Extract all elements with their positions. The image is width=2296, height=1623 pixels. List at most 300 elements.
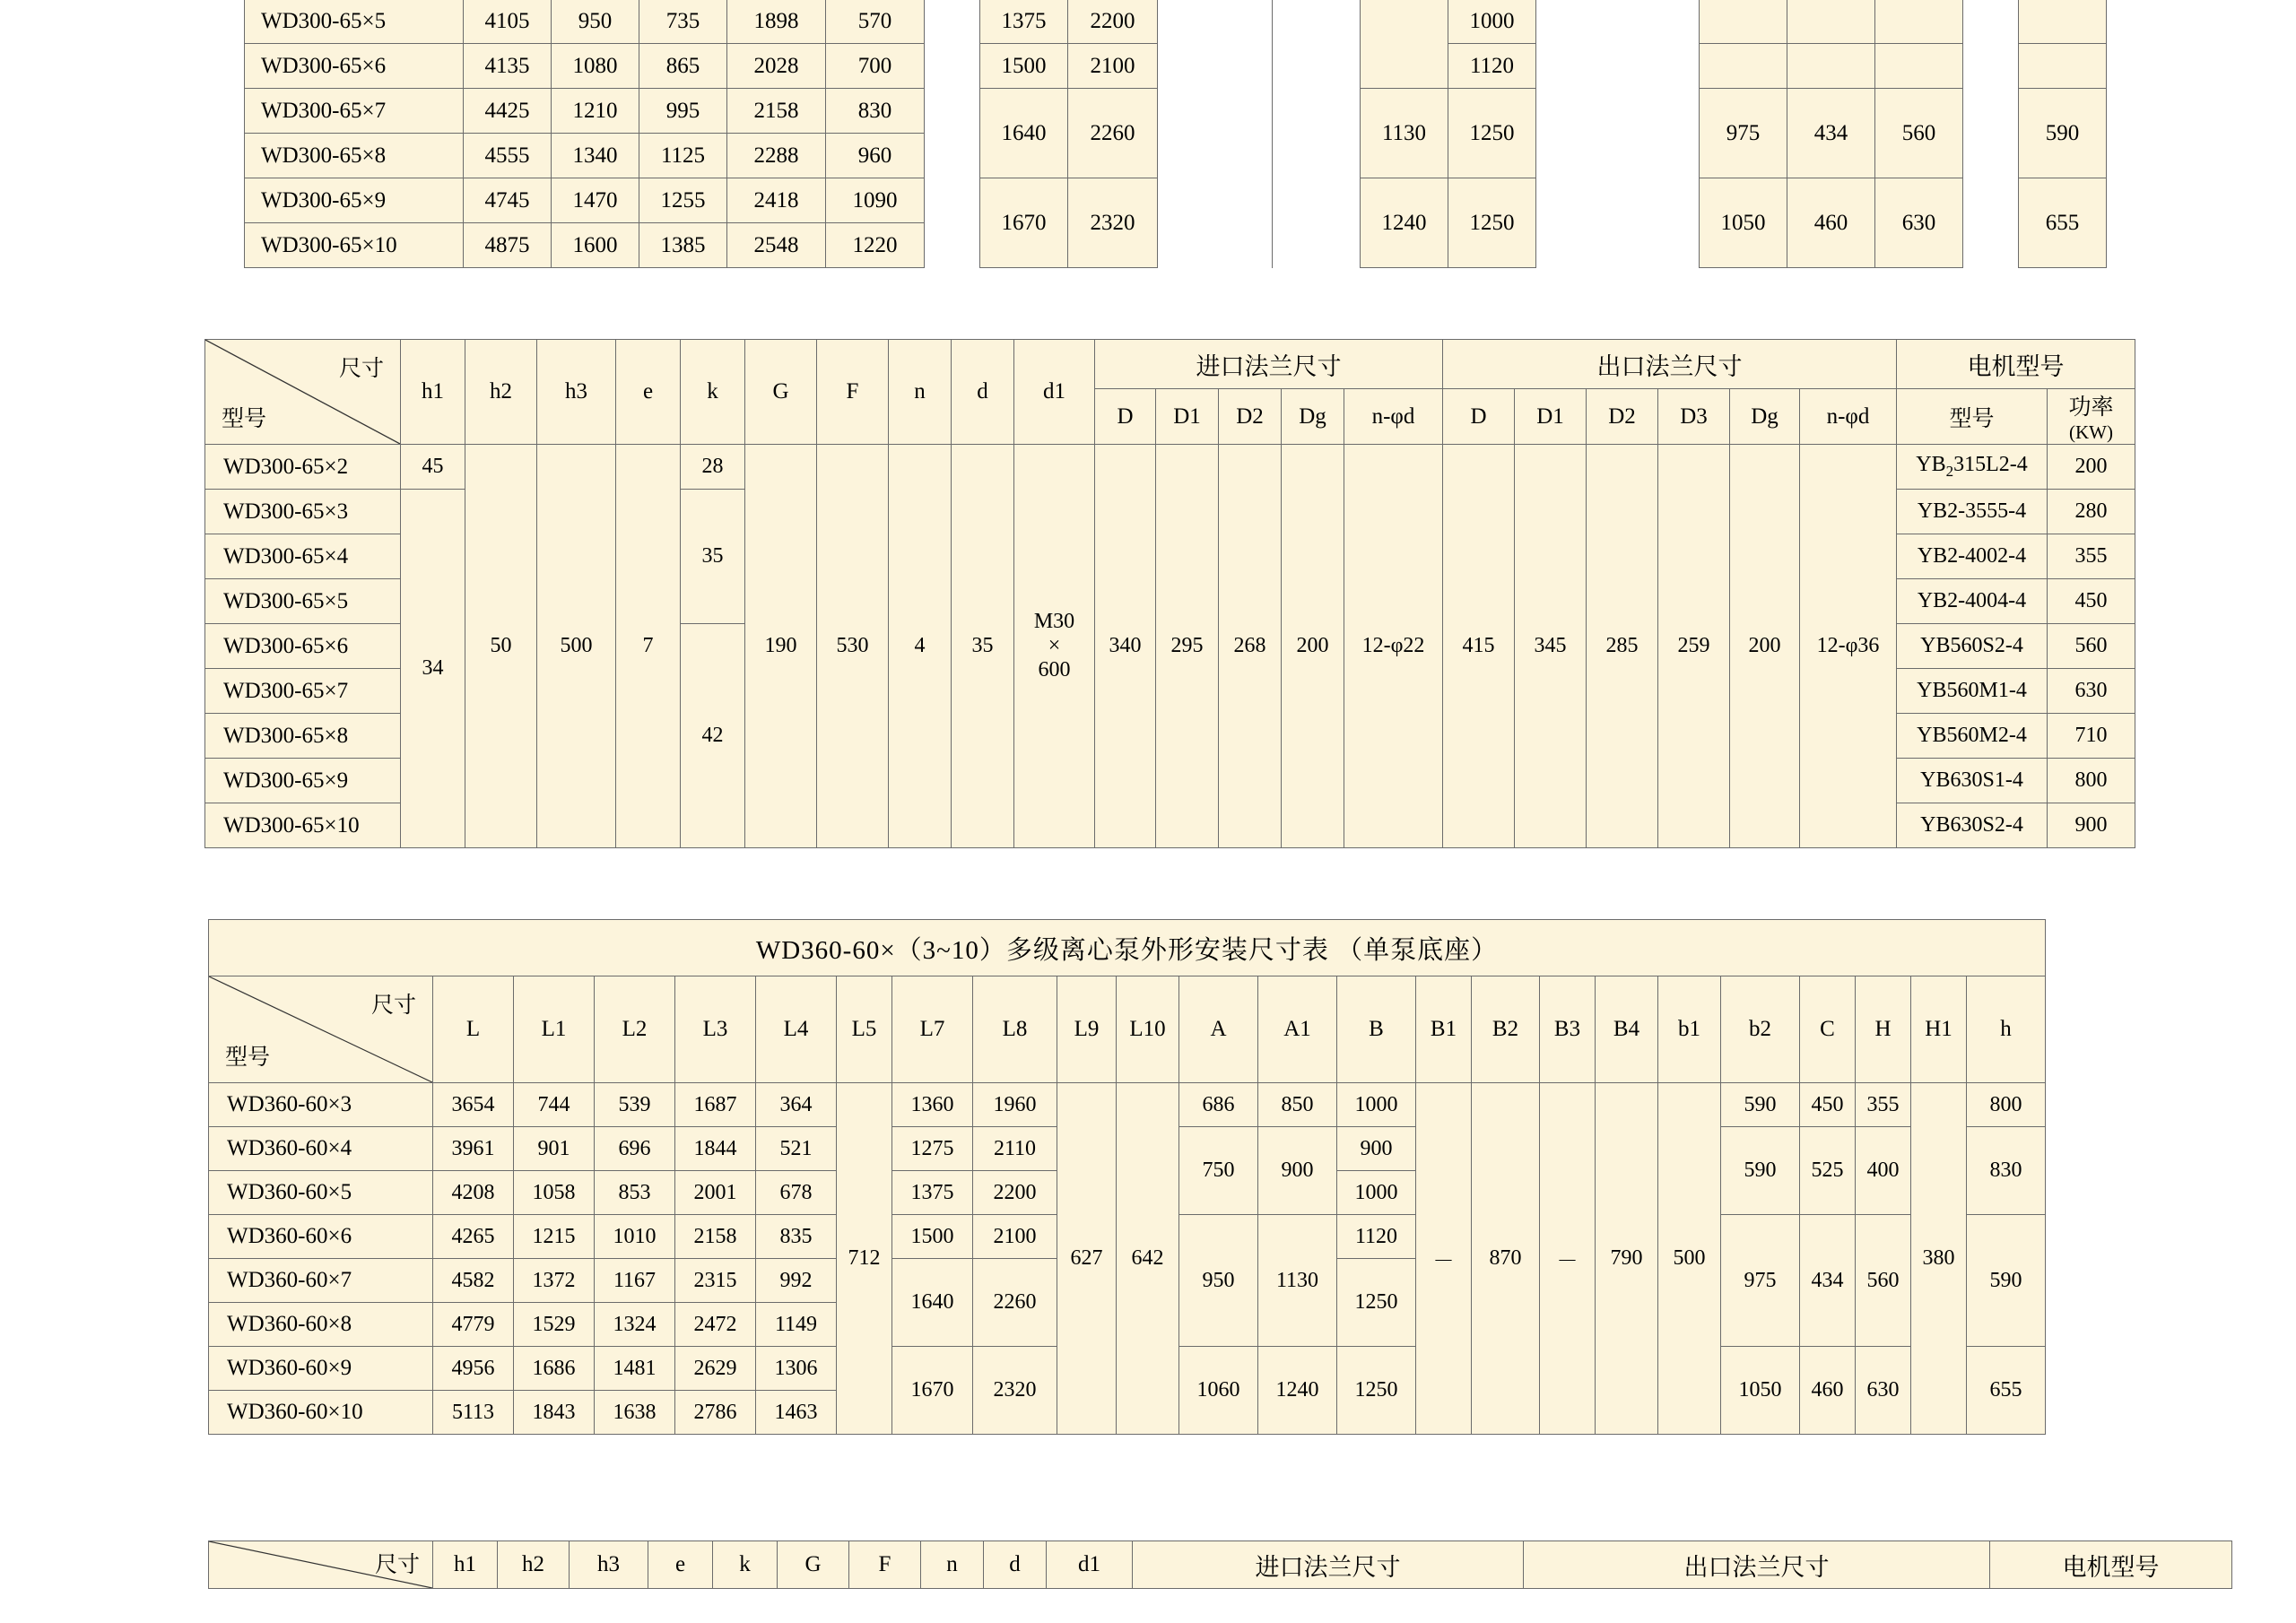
cell-L8: 2100 — [973, 1215, 1057, 1259]
spacer — [1217, 0, 1273, 44]
header-inlet-D2: D2 — [1219, 389, 1282, 445]
col-A-group — [1273, 0, 1361, 268]
cell-h: 655 — [1967, 1347, 2046, 1435]
cell-L8: 2320 — [1068, 178, 1158, 268]
cell-L2: 1255 — [639, 178, 727, 223]
cell-model: WD360-60×6 — [209, 1215, 433, 1259]
header-outlet-D2: D2 — [1587, 389, 1658, 445]
cell-motor-power: 280 — [2048, 490, 2135, 534]
cell-motor-power: 200 — [2048, 445, 2135, 490]
table-row — [209, 1083, 2046, 1127]
cell-model: WD360-60×5 — [209, 1171, 433, 1215]
cell-b2: 590 — [1721, 1127, 1800, 1215]
header-G: G — [745, 340, 817, 445]
cell-B: 1120 — [1448, 44, 1536, 89]
cell-H: 630 — [1856, 1347, 1911, 1435]
cell-h3: 500 — [537, 445, 616, 848]
cell-B2: 870 — [1472, 1083, 1540, 1435]
cell-k: 42 — [681, 624, 745, 848]
cell-motor-power: 355 — [2048, 534, 2135, 579]
header-d: d — [984, 1541, 1047, 1589]
cell-L2: 1010 — [595, 1215, 675, 1259]
cell-inlet-D2: 268 — [1219, 445, 1282, 848]
cell-B3: － — [1540, 1083, 1596, 1435]
table-row — [245, 178, 2107, 223]
header-outlet-D1: D1 — [1515, 389, 1587, 445]
spacer — [925, 0, 980, 44]
spacer — [1217, 44, 1273, 89]
cell-L4: 1149 — [756, 1303, 837, 1347]
cell-L4: 1220 — [826, 223, 925, 268]
cell-B: 900 — [1337, 1127, 1416, 1171]
spacer — [1536, 0, 1592, 44]
table-row — [245, 0, 2107, 44]
motor-model-prefix: YB — [1916, 453, 1946, 477]
cell-L3: 1844 — [675, 1127, 756, 1171]
cell-model: WD360-60×3 — [209, 1083, 433, 1127]
header-motor-group: 电机型号 — [1897, 340, 2135, 389]
cell-H: 560 — [1875, 89, 1963, 178]
cell-L2: 735 — [639, 0, 727, 44]
cell-B: 1250 — [1448, 178, 1536, 268]
cell-L8: 2110 — [973, 1127, 1057, 1171]
header-L2: L2 — [595, 976, 675, 1083]
cell-L7: 1500 — [980, 44, 1068, 89]
header-outlet-D3: D3 — [1658, 389, 1730, 445]
cell-L3: 2548 — [727, 223, 826, 268]
cell-L: 5113 — [433, 1391, 514, 1435]
cell-motor-model — [1897, 445, 2048, 490]
spacer — [1592, 134, 1646, 178]
cell-L: 4425 — [464, 89, 552, 134]
spacer — [1963, 223, 2019, 268]
cell-k: 28 — [681, 445, 745, 490]
header-A1: A1 — [1258, 976, 1337, 1083]
table-title: WD360-60×（3~10）多级离心泵外形安装尺寸表 （单泵底座） — [209, 920, 2046, 976]
spacer — [925, 223, 980, 268]
spacer — [1646, 223, 1700, 268]
cell-model: WD300-65×2 — [205, 445, 401, 490]
cell-b2: 975 — [1700, 89, 1787, 178]
cell-L2: 1481 — [595, 1347, 675, 1391]
cell-outlet-D3: 259 — [1658, 445, 1730, 848]
cell-A: 950 — [1179, 1215, 1258, 1347]
cell-C: 460 — [1800, 1347, 1856, 1435]
cell-motor-model: YB560M1-4 — [1897, 669, 2048, 714]
spacer — [1217, 89, 1273, 134]
header-L8: L8 — [973, 976, 1057, 1083]
header-h1: h1 — [401, 340, 465, 445]
header-C: C — [1800, 976, 1856, 1083]
table-wd300-65-flange-motor — [204, 339, 2135, 848]
header-n: n — [889, 340, 952, 445]
cell-A — [1361, 0, 1448, 89]
motor-model-sub: 2 — [1945, 462, 1954, 480]
cell-h: 590 — [2019, 89, 2107, 178]
cell-L: 4135 — [464, 44, 552, 89]
spacer — [1592, 44, 1646, 89]
cell-L: 4875 — [464, 223, 552, 268]
cell-L3: 2418 — [727, 178, 826, 223]
spacer — [925, 44, 980, 89]
cell-motor-model: YB630S2-4 — [1897, 803, 2048, 848]
cell-F: 530 — [817, 445, 889, 848]
header-d: d — [952, 340, 1014, 445]
cell-h1: 34 — [401, 490, 465, 848]
cell-e: 7 — [616, 445, 681, 848]
d1-line3: 600 — [1038, 658, 1071, 681]
header-h1: h1 — [433, 1541, 498, 1589]
cell-A1: 1130 — [1258, 1215, 1337, 1347]
header-F: F — [849, 1541, 921, 1589]
header-k: k — [681, 340, 745, 445]
spacer — [1158, 178, 1217, 223]
cell-h — [2019, 44, 2107, 89]
cell-L9: 627 — [1057, 1083, 1117, 1435]
header-h3: h3 — [537, 340, 616, 445]
cell-L7: 1360 — [892, 1083, 973, 1127]
cell-A1: 1130 — [1361, 89, 1448, 178]
cell-model: WD300-65×9 — [245, 178, 464, 223]
cell-motor-power: 900 — [2048, 803, 2135, 848]
cell-L8: 2260 — [1068, 89, 1158, 178]
header-inlet-flange-group: 进口法兰尺寸 — [1095, 340, 1443, 389]
header-e: e — [648, 1541, 713, 1589]
cell-outlet-D: 415 — [1443, 445, 1515, 848]
cell-C: 434 — [1787, 89, 1875, 178]
cell-b2 — [1700, 0, 1787, 44]
cell-L1: 1372 — [514, 1259, 595, 1303]
table-header-row — [209, 976, 2046, 1083]
cell-H — [1875, 44, 1963, 89]
spacer — [1592, 223, 1646, 268]
cell-outlet-D2: 285 — [1587, 445, 1658, 848]
cell-L1: 901 — [514, 1127, 595, 1171]
cell-A: 750 — [1179, 1127, 1258, 1215]
cell-motor-model: YB630S1-4 — [1897, 759, 2048, 803]
spacer — [1158, 223, 1217, 268]
cell-B: 1250 — [1448, 89, 1536, 178]
header-outlet-flange-group: 出口法兰尺寸 — [1443, 340, 1897, 389]
header-H: H — [1856, 976, 1911, 1083]
cell-model: WD300-65×6 — [245, 44, 464, 89]
cell-motor-model: YB2-3555-4 — [1897, 490, 2048, 534]
cell-L3: 2158 — [727, 89, 826, 134]
cell-motor-model: YB560S2-4 — [1897, 624, 2048, 669]
spacer — [1536, 134, 1592, 178]
cell-motor-power: 560 — [2048, 624, 2135, 669]
cell-H: 630 — [1875, 178, 1963, 268]
cell-b2: 590 — [1721, 1083, 1800, 1127]
spacer — [1592, 89, 1646, 134]
header-d1: d1 — [1014, 340, 1095, 445]
header-n: n — [921, 1541, 984, 1589]
cell-L: 3961 — [433, 1127, 514, 1171]
cell-L: 4105 — [464, 0, 552, 44]
header-e: e — [616, 340, 681, 445]
cell-L2: 1167 — [595, 1259, 675, 1303]
cell-L7: 1375 — [980, 0, 1068, 44]
table-header-row — [205, 340, 2135, 389]
cell-L4: 960 — [826, 134, 925, 178]
cell-L4: 1306 — [756, 1347, 837, 1391]
cell-motor-power: 450 — [2048, 579, 2135, 624]
spacer — [1536, 44, 1592, 89]
cell-motor-model: YB560M2-4 — [1897, 714, 2048, 759]
header-inlet-Dg: Dg — [1282, 389, 1344, 445]
header-h3: h3 — [570, 1541, 648, 1589]
cell-h: 590 — [1967, 1215, 2046, 1347]
cell-B1: － — [1416, 1083, 1472, 1435]
cell-L2: 696 — [595, 1127, 675, 1171]
cell-L: 4956 — [433, 1347, 514, 1391]
cell-C — [1787, 0, 1875, 44]
cell-L2: 1125 — [639, 134, 727, 178]
cell-k: 35 — [681, 490, 745, 624]
spacer — [1646, 0, 1700, 44]
cell-L2: 853 — [595, 1171, 675, 1215]
cell-b2: 1050 — [1700, 178, 1787, 268]
cell-B: 1000 — [1337, 1083, 1416, 1127]
table-wd360-60-dimensions — [208, 919, 2046, 1435]
cell-C: 434 — [1800, 1215, 1856, 1347]
spacer — [1158, 89, 1217, 134]
cell-L7: 1670 — [892, 1347, 973, 1435]
cell-L1: 1470 — [552, 178, 639, 223]
cell-inlet-nphid: 12-φ22 — [1344, 445, 1443, 848]
spacer — [925, 89, 980, 134]
corner-model-label: 型号 — [222, 407, 267, 431]
cell-outlet-Dg: 200 — [1730, 445, 1800, 848]
cell-L8: 2320 — [973, 1347, 1057, 1435]
cell-n: 4 — [889, 445, 952, 848]
cell-L1: 950 — [552, 0, 639, 44]
cell-L: 3654 — [433, 1083, 514, 1127]
spacer — [1646, 134, 1700, 178]
cell-motor-model: YB2-4002-4 — [1897, 534, 2048, 579]
cell-L3: 2001 — [675, 1171, 756, 1215]
cell-L2: 995 — [639, 89, 727, 134]
cell-L3: 1687 — [675, 1083, 756, 1127]
cell-H — [1875, 0, 1963, 44]
table-wd300-65-continuation — [244, 0, 2107, 268]
cell-L7: 1275 — [892, 1127, 973, 1171]
header-h: h — [1967, 976, 2046, 1083]
header-inlet-flange-group: 进口法兰尺寸 — [1133, 1541, 1524, 1589]
cell-A1: 1240 — [1361, 178, 1448, 268]
cell-C: 525 — [1800, 1127, 1856, 1215]
spacer — [1536, 223, 1592, 268]
spacer — [1963, 134, 2019, 178]
cell-H: 400 — [1856, 1127, 1911, 1215]
table-row — [205, 445, 2135, 490]
cell-L8: 2200 — [973, 1171, 1057, 1215]
cell-model: WD300-65×5 — [205, 579, 401, 624]
cell-L3: 2472 — [675, 1303, 756, 1347]
cell-L4: 1463 — [756, 1391, 837, 1435]
cell-inlet-D1: 295 — [1156, 445, 1219, 848]
header-b2: b2 — [1721, 976, 1800, 1083]
cell-L8: 2200 — [1068, 0, 1158, 44]
cell-model: WD300-65×4 — [205, 534, 401, 579]
cell-h — [2019, 0, 2107, 44]
cell-C: 460 — [1787, 178, 1875, 268]
d1-line1: M30 — [1033, 610, 1075, 633]
cell-L1: 1340 — [552, 134, 639, 178]
header-L5: L5 — [837, 976, 892, 1083]
header-motor-power — [2048, 389, 2135, 445]
cell-L1: 1686 — [514, 1347, 595, 1391]
cell-L4: 830 — [826, 89, 925, 134]
cell-L4: 678 — [756, 1171, 837, 1215]
header-L10: L10 — [1117, 976, 1179, 1083]
corner-dimension-label: 尺寸 — [370, 994, 416, 1018]
cell-L: 4745 — [464, 178, 552, 223]
cell-L5: 712 — [837, 1083, 892, 1435]
cell-L3: 2288 — [727, 134, 826, 178]
cell-L: 4555 — [464, 134, 552, 178]
spacer — [925, 134, 980, 178]
cell-model: WD360-60×7 — [209, 1259, 433, 1303]
cell-model: WD300-65×10 — [245, 223, 464, 268]
spacer — [1963, 44, 2019, 89]
cell-L3: 2158 — [675, 1215, 756, 1259]
spacer — [1592, 0, 1646, 44]
cell-L8: 1960 — [973, 1083, 1057, 1127]
header-outlet-nphid: n-φd — [1800, 389, 1897, 445]
cell-outlet-D1: 345 — [1515, 445, 1587, 848]
cell-L7: 1640 — [892, 1259, 973, 1347]
table-wd360-60-flange-motor-header — [208, 1541, 2232, 1589]
header-L3: L3 — [675, 976, 756, 1083]
spacer — [1963, 89, 2019, 134]
header-outlet-D: D — [1443, 389, 1515, 445]
header-d1: d1 — [1047, 1541, 1133, 1589]
cell-d: 35 — [952, 445, 1014, 848]
cell-L4: 364 — [756, 1083, 837, 1127]
cell-B4: 790 — [1596, 1083, 1658, 1435]
cell-L3: 2629 — [675, 1347, 756, 1391]
cell-L4: 835 — [756, 1215, 837, 1259]
cell-L2: 865 — [639, 44, 727, 89]
corner-diagonal-cell — [205, 340, 401, 445]
cell-B: 1120 — [1337, 1215, 1416, 1259]
spacer — [1217, 134, 1273, 178]
cell-model: WD300-65×6 — [205, 624, 401, 669]
cell-L1: 1210 — [552, 89, 639, 134]
cell-L4: 1090 — [826, 178, 925, 223]
cell-b2: 1050 — [1721, 1347, 1800, 1435]
cell-L1: 1215 — [514, 1215, 595, 1259]
cell-model: WD300-65×7 — [245, 89, 464, 134]
header-L9: L9 — [1057, 976, 1117, 1083]
header-L4: L4 — [756, 976, 837, 1083]
cell-L2: 1385 — [639, 223, 727, 268]
cell-L8: 2260 — [973, 1259, 1057, 1347]
cell-L3: 1898 — [727, 0, 826, 44]
header-k: k — [713, 1541, 778, 1589]
header-B: B — [1337, 976, 1416, 1083]
cell-L4: 992 — [756, 1259, 837, 1303]
header-inlet-D: D — [1095, 389, 1156, 445]
cell-H: 355 — [1856, 1083, 1911, 1127]
corner-dimension-label: 尺寸 — [338, 357, 384, 381]
spacer — [1158, 44, 1217, 89]
cell-L1: 744 — [514, 1083, 595, 1127]
cell-G: 190 — [745, 445, 817, 848]
cell-L8: 2100 — [1068, 44, 1158, 89]
header-L1: L1 — [514, 976, 595, 1083]
spacer — [1158, 0, 1217, 44]
header-inlet-nphid: n-φd — [1344, 389, 1443, 445]
spacer — [1158, 134, 1217, 178]
cell-L: 4265 — [433, 1215, 514, 1259]
spacer — [1536, 178, 1592, 223]
header-outlet-flange-group: 出口法兰尺寸 — [1524, 1541, 1990, 1589]
cell-L7: 1670 — [980, 178, 1068, 268]
cell-L4: 570 — [826, 0, 925, 44]
header-H1: H1 — [1911, 976, 1967, 1083]
spacer — [1536, 89, 1592, 134]
table-header-row — [209, 1541, 2232, 1589]
header-B2: B2 — [1472, 976, 1540, 1083]
cell-L: 4779 — [433, 1303, 514, 1347]
cell-h: 655 — [2019, 178, 2107, 268]
spacer — [1646, 89, 1700, 134]
cell-L1: 1080 — [552, 44, 639, 89]
cell-L7: 1640 — [980, 89, 1068, 178]
cell-L7: 1375 — [892, 1171, 973, 1215]
cell-A1: 1240 — [1258, 1347, 1337, 1435]
cell-H: 560 — [1856, 1215, 1911, 1347]
cell-L3: 2028 — [727, 44, 826, 89]
cell-model: WD300-65×9 — [205, 759, 401, 803]
cell-A: 686 — [1179, 1083, 1258, 1127]
cell-inlet-Dg: 200 — [1282, 445, 1344, 848]
cell-A1: 900 — [1258, 1127, 1337, 1215]
table-row — [245, 89, 2107, 134]
cell-B: 1250 — [1337, 1259, 1416, 1347]
cell-L3: 2315 — [675, 1259, 756, 1303]
cell-h1: 45 — [401, 445, 465, 490]
cell-model: WD360-60×10 — [209, 1391, 433, 1435]
cell-L3: 2786 — [675, 1391, 756, 1435]
header-B3: B3 — [1540, 976, 1596, 1083]
spacer — [1592, 178, 1646, 223]
header-G: G — [778, 1541, 849, 1589]
header-A: A — [1179, 976, 1258, 1083]
cell-L: 4208 — [433, 1171, 514, 1215]
header-B1: B1 — [1416, 976, 1472, 1083]
cell-L4: 700 — [826, 44, 925, 89]
spacer — [1963, 178, 2019, 223]
cell-model: WD300-65×7 — [205, 669, 401, 714]
cell-A: 1060 — [1179, 1347, 1258, 1435]
spacer — [925, 178, 980, 223]
cell-h2: 50 — [465, 445, 537, 848]
cell-h: 800 — [1967, 1083, 2046, 1127]
cell-model: WD300-65×8 — [245, 134, 464, 178]
cell-model: WD360-60×4 — [209, 1127, 433, 1171]
cell-L2: 539 — [595, 1083, 675, 1127]
header-F: F — [817, 340, 889, 445]
cell-L1: 1058 — [514, 1171, 595, 1215]
motor-power-unit: (KW) — [2069, 421, 2113, 443]
corner-dimension-label: 尺寸 — [374, 1553, 420, 1577]
corner-diagonal-cell — [209, 976, 433, 1083]
cell-A1: 850 — [1258, 1083, 1337, 1127]
cell-L7: 1500 — [892, 1215, 973, 1259]
